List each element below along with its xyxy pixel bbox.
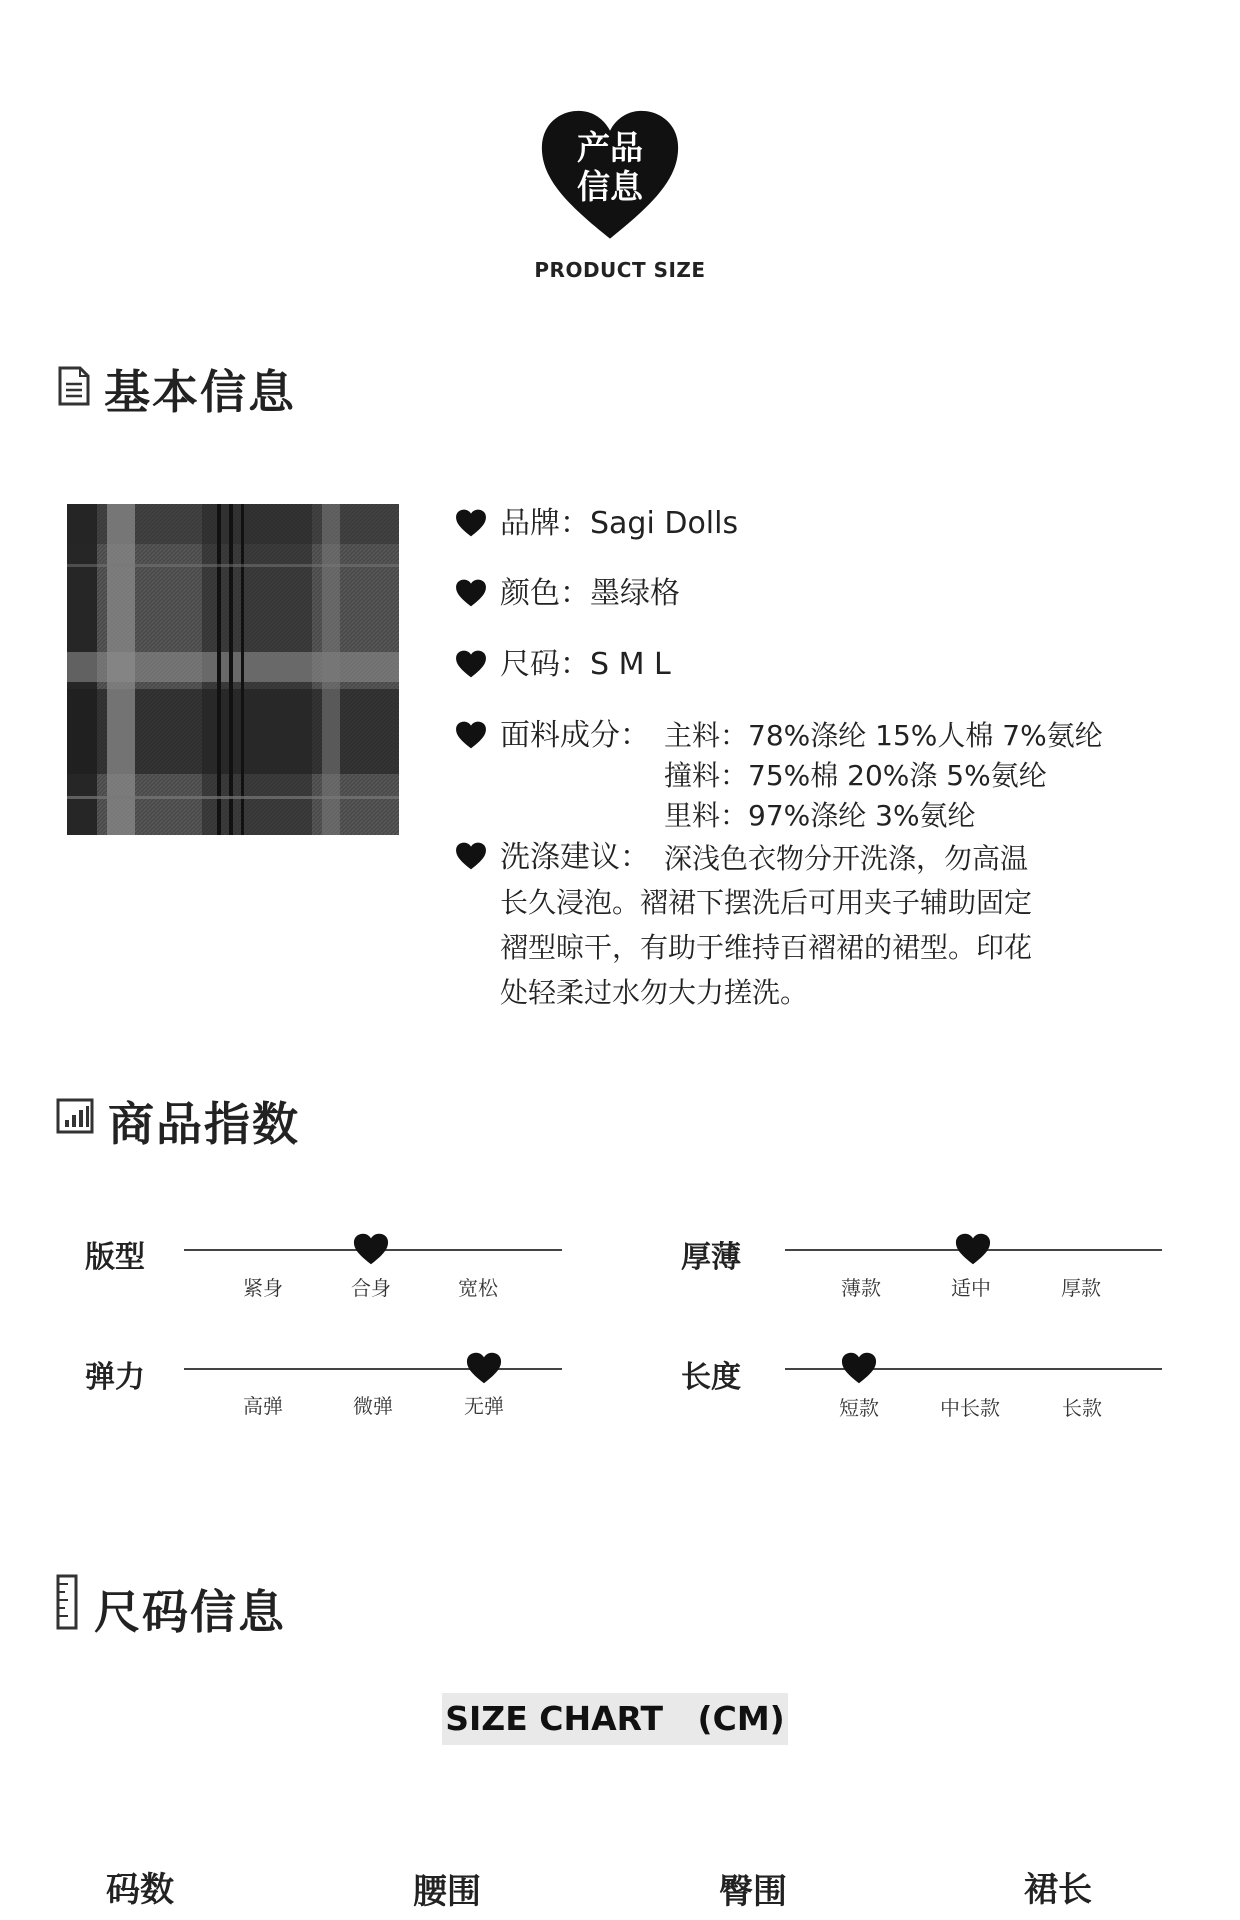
section-title-product-index: 商品指数 xyxy=(108,1097,300,1151)
fabric-contrast: 撞料：75%棉 20%涤 5%氨纶 xyxy=(664,759,1047,792)
length-option-1: 短款 xyxy=(839,1396,879,1420)
length-indicator-heart-icon xyxy=(841,1352,877,1384)
section-title-basic-info: 基本信息 xyxy=(104,365,296,419)
elasticity-option-1: 高弹 xyxy=(243,1394,283,1418)
wash-line-4: 处轻柔过水勿大力搓洗。 xyxy=(500,976,809,1009)
document-icon xyxy=(57,366,91,406)
color-row xyxy=(500,574,680,614)
wash-line-2: 长久浸泡。褶裙下摆洗后可用夹子辅助固定 xyxy=(500,886,1033,919)
thickness-option-3: 厚款 xyxy=(1061,1276,1101,1300)
size-column-header: 码数 xyxy=(106,1870,174,1910)
size-value: S M L xyxy=(590,647,671,682)
size-label: 尺码： xyxy=(500,647,590,682)
fabric-swatch-image xyxy=(67,504,399,835)
thickness-label: 厚薄 xyxy=(681,1240,741,1275)
badge-line-1: 产品 xyxy=(577,128,643,167)
elasticity-indicator-heart-icon xyxy=(466,1352,502,1384)
thickness-option-2: 适中 xyxy=(951,1276,991,1300)
heart-bullet-icon xyxy=(455,509,487,537)
ruler-icon xyxy=(56,1574,78,1630)
heart-bullet-icon xyxy=(455,842,487,870)
section-title-size-info: 尺码信息 xyxy=(94,1585,286,1639)
fabric-lining: 里料：97%涤纶 3%氨纶 xyxy=(664,799,976,832)
heart-bullet-icon xyxy=(455,579,487,607)
wash-label: 洗涤建议： xyxy=(500,840,650,875)
fit-label: 版型 xyxy=(85,1240,145,1275)
hip-column-header: 臀围 xyxy=(719,1872,787,1912)
brand-value: Sagi Dolls xyxy=(590,506,739,541)
fabric-label: 面料成分： xyxy=(500,718,650,753)
skirt-length-column-header: 裙长 xyxy=(1024,1870,1092,1910)
fit-option-2: 合身 xyxy=(351,1276,391,1300)
elasticity-label: 弹力 xyxy=(85,1360,145,1395)
size-row xyxy=(500,645,671,685)
wash-line-3: 褶型晾干，有助于维持百褶裙的裙型。印花 xyxy=(500,931,1033,964)
length-label: 长度 xyxy=(681,1360,741,1395)
wash-line-1: 深浅色衣物分开洗涤，勿高温 xyxy=(664,842,1029,875)
fabric-main: 主料：78%涤纶 15%人棉 7%氨纶 xyxy=(664,719,1103,752)
fit-indicator-heart-icon xyxy=(353,1233,389,1265)
elasticity-scale-line xyxy=(184,1368,562,1370)
heart-bullet-icon xyxy=(455,650,487,678)
product-size-subtitle: PRODUCT SIZE xyxy=(534,258,706,282)
elasticity-option-3: 无弹 xyxy=(464,1394,504,1418)
elasticity-option-2: 微弹 xyxy=(353,1394,393,1418)
length-option-3: 长款 xyxy=(1062,1396,1102,1420)
brand-row xyxy=(500,504,738,544)
bar-chart-icon xyxy=(56,1098,94,1134)
thickness-option-1: 薄款 xyxy=(841,1276,881,1300)
size-chart-title: SIZE CHART (CM) xyxy=(442,1693,788,1745)
thickness-indicator-heart-icon xyxy=(955,1233,991,1265)
length-option-2: 中长款 xyxy=(940,1396,1000,1420)
color-label: 颜色： xyxy=(500,576,590,611)
badge-text xyxy=(539,128,681,206)
badge-line-2: 信息 xyxy=(577,167,643,206)
fit-option-1: 紧身 xyxy=(243,1276,283,1300)
fit-option-3: 宽松 xyxy=(458,1276,498,1300)
color-value: 墨绿格 xyxy=(590,576,680,611)
heart-bullet-icon xyxy=(455,721,487,749)
brand-label: 品牌： xyxy=(500,506,590,541)
waist-column-header: 腰围 xyxy=(413,1872,481,1912)
